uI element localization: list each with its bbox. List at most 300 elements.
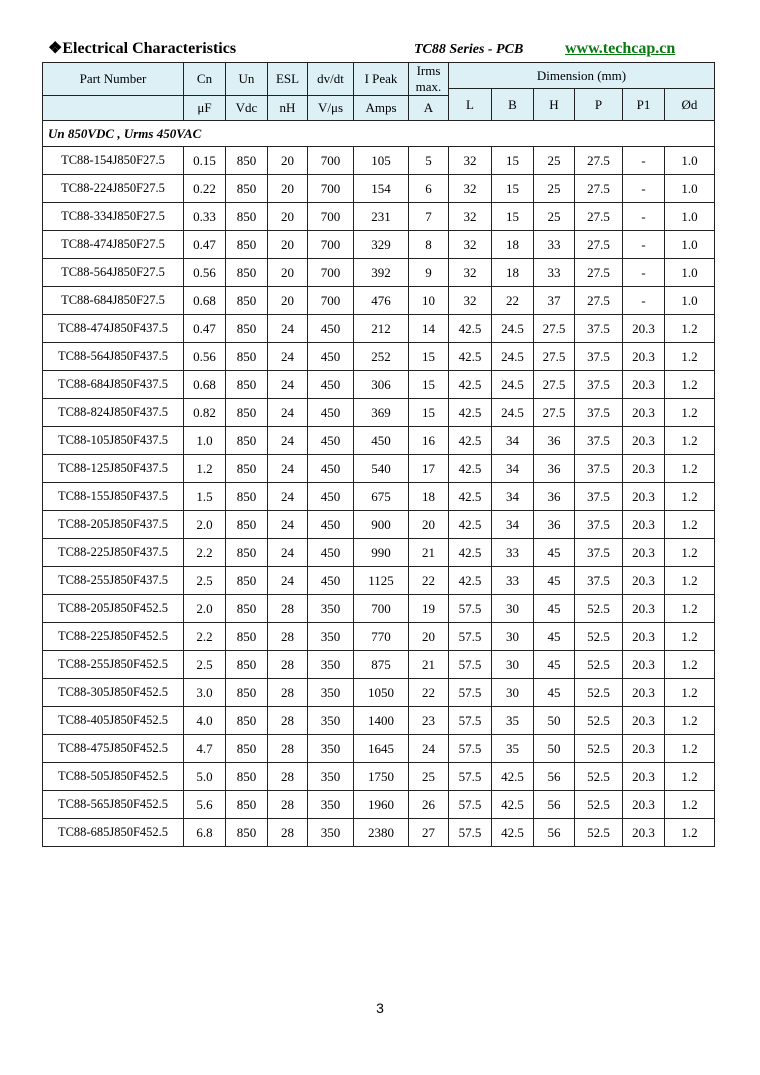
col-header-dim-b: B bbox=[492, 89, 534, 121]
cell-dvdt: 450 bbox=[308, 371, 354, 399]
cell-dim-h: 56 bbox=[534, 763, 575, 791]
table-row bbox=[43, 539, 715, 567]
cell-dim-p: 52.5 bbox=[575, 735, 623, 763]
cell-dim-od: 1.2 bbox=[665, 427, 715, 455]
cell-part-number: TC88-474J850F437.5 bbox=[43, 315, 184, 343]
table-row bbox=[43, 287, 715, 315]
cell-part-number: TC88-205J850F452.5 bbox=[43, 595, 184, 623]
cell-dim-od: 1.2 bbox=[665, 819, 715, 847]
cell-part-number: TC88-305J850F452.5 bbox=[43, 679, 184, 707]
cell-dvdt: 350 bbox=[308, 679, 354, 707]
cell-un: 850 bbox=[226, 595, 268, 623]
table-row bbox=[43, 147, 715, 175]
cell-cn: 0.15 bbox=[184, 147, 226, 175]
cell-cn: 6.8 bbox=[184, 819, 226, 847]
cell-part-number: TC88-505J850F452.5 bbox=[43, 763, 184, 791]
cell-esl: 24 bbox=[268, 567, 308, 595]
table-row bbox=[43, 707, 715, 735]
cell-dim-p: 52.5 bbox=[575, 791, 623, 819]
cell-dim-p1: 20.3 bbox=[623, 735, 665, 763]
table-row bbox=[43, 791, 715, 819]
cell-dim-p: 37.5 bbox=[575, 567, 623, 595]
cell-dim-b: 42.5 bbox=[492, 819, 534, 847]
cell-cn: 0.56 bbox=[184, 259, 226, 287]
cell-esl: 28 bbox=[268, 707, 308, 735]
cell-dim-od: 1.2 bbox=[665, 651, 715, 679]
cell-dim-l: 42.5 bbox=[449, 343, 492, 371]
cell-dim-od: 1.2 bbox=[665, 371, 715, 399]
table-row bbox=[43, 651, 715, 679]
cell-cn: 0.47 bbox=[184, 231, 226, 259]
page-title: ❖Electrical Characteristics bbox=[48, 40, 237, 57]
cell-dim-od: 1.2 bbox=[665, 399, 715, 427]
cell-cn: 2.0 bbox=[184, 595, 226, 623]
cell-irms: 15 bbox=[409, 399, 449, 427]
cell-dim-l: 57.5 bbox=[449, 791, 492, 819]
cell-ipeak: 1125 bbox=[354, 567, 409, 595]
cell-esl: 24 bbox=[268, 315, 308, 343]
cell-irms: 19 bbox=[409, 595, 449, 623]
cell-dim-p1: 20.3 bbox=[623, 651, 665, 679]
cell-dim-h: 50 bbox=[534, 735, 575, 763]
cell-cn: 5.0 bbox=[184, 763, 226, 791]
cell-dim-h: 56 bbox=[534, 791, 575, 819]
table-row bbox=[43, 679, 715, 707]
cell-dim-l: 57.5 bbox=[449, 819, 492, 847]
cell-un: 850 bbox=[226, 651, 268, 679]
cell-dvdt: 450 bbox=[308, 567, 354, 595]
cell-esl: 28 bbox=[268, 791, 308, 819]
cell-dvdt: 700 bbox=[308, 203, 354, 231]
cell-dim-p: 52.5 bbox=[575, 623, 623, 651]
cell-ipeak: 1645 bbox=[354, 735, 409, 763]
cell-irms: 21 bbox=[409, 651, 449, 679]
col-header-cn: Cn bbox=[184, 63, 226, 96]
cell-cn: 2.5 bbox=[184, 651, 226, 679]
cell-dim-l: 32 bbox=[449, 203, 492, 231]
cell-ipeak: 2380 bbox=[354, 819, 409, 847]
cell-irms: 15 bbox=[409, 371, 449, 399]
cell-dim-p1: 20.3 bbox=[623, 623, 665, 651]
cell-irms: 21 bbox=[409, 539, 449, 567]
cell-un: 850 bbox=[226, 483, 268, 511]
cell-irms: 23 bbox=[409, 707, 449, 735]
page-number: 3 bbox=[376, 1000, 384, 1016]
cell-dim-b: 24.5 bbox=[492, 315, 534, 343]
col-header-dimension: Dimension (mm) bbox=[449, 63, 715, 89]
cell-dim-b: 30 bbox=[492, 651, 534, 679]
cell-esl: 28 bbox=[268, 651, 308, 679]
cell-un: 850 bbox=[226, 539, 268, 567]
cell-dim-p1: 20.3 bbox=[623, 819, 665, 847]
cell-dim-b: 34 bbox=[492, 511, 534, 539]
table-row bbox=[43, 427, 715, 455]
cell-esl: 28 bbox=[268, 679, 308, 707]
cell-dim-od: 1.2 bbox=[665, 315, 715, 343]
col-header-dvdt: dv/dt bbox=[308, 63, 354, 96]
cell-cn: 1.5 bbox=[184, 483, 226, 511]
cell-dim-b: 42.5 bbox=[492, 763, 534, 791]
cell-dim-l: 42.5 bbox=[449, 539, 492, 567]
cell-esl: 28 bbox=[268, 623, 308, 651]
cell-irms: 10 bbox=[409, 287, 449, 315]
cell-dim-l: 32 bbox=[449, 259, 492, 287]
cell-irms: 16 bbox=[409, 427, 449, 455]
cell-dvdt: 700 bbox=[308, 231, 354, 259]
cell-dvdt: 350 bbox=[308, 819, 354, 847]
cell-part-number: TC88-225J850F437.5 bbox=[43, 539, 184, 567]
table-row bbox=[43, 763, 715, 791]
cell-cn: 0.56 bbox=[184, 343, 226, 371]
cell-dim-h: 50 bbox=[534, 707, 575, 735]
cell-dim-p1: 20.3 bbox=[623, 343, 665, 371]
cell-dim-h: 45 bbox=[534, 567, 575, 595]
cell-un: 850 bbox=[226, 679, 268, 707]
cell-cn: 0.47 bbox=[184, 315, 226, 343]
cell-ipeak: 675 bbox=[354, 483, 409, 511]
cell-dim-b: 34 bbox=[492, 427, 534, 455]
cell-dim-h: 25 bbox=[534, 203, 575, 231]
cell-esl: 24 bbox=[268, 371, 308, 399]
cell-part-number: TC88-565J850F452.5 bbox=[43, 791, 184, 819]
cell-dim-od: 1.2 bbox=[665, 791, 715, 819]
cell-dim-b: 15 bbox=[492, 175, 534, 203]
cell-dim-p1: 20.3 bbox=[623, 399, 665, 427]
cell-part-number: TC88-564J850F437.5 bbox=[43, 343, 184, 371]
cell-dim-h: 27.5 bbox=[534, 315, 575, 343]
cell-dim-p1: 20.3 bbox=[623, 455, 665, 483]
cell-dim-b: 30 bbox=[492, 595, 534, 623]
cell-dvdt: 450 bbox=[308, 427, 354, 455]
cell-dim-p1: 20.3 bbox=[623, 371, 665, 399]
cell-irms: 26 bbox=[409, 791, 449, 819]
cell-part-number: TC88-125J850F437.5 bbox=[43, 455, 184, 483]
cell-dim-p1: 20.3 bbox=[623, 679, 665, 707]
cell-dim-p: 52.5 bbox=[575, 763, 623, 791]
cell-irms: 18 bbox=[409, 483, 449, 511]
cell-dim-p1: - bbox=[623, 203, 665, 231]
cell-dvdt: 450 bbox=[308, 399, 354, 427]
cell-irms: 14 bbox=[409, 315, 449, 343]
cell-un: 850 bbox=[226, 147, 268, 175]
cell-dim-p1: 20.3 bbox=[623, 707, 665, 735]
series-label: TC88 Series - PCB bbox=[414, 42, 524, 57]
cell-cn: 0.82 bbox=[184, 399, 226, 427]
cell-ipeak: 540 bbox=[354, 455, 409, 483]
cell-part-number: TC88-205J850F437.5 bbox=[43, 511, 184, 539]
electrical-characteristics-table bbox=[42, 62, 715, 847]
cell-cn: 2.0 bbox=[184, 511, 226, 539]
cell-dim-h: 36 bbox=[534, 483, 575, 511]
cell-part-number: TC88-684J850F437.5 bbox=[43, 371, 184, 399]
cell-dim-p: 27.5 bbox=[575, 259, 623, 287]
cell-part-number: TC88-334J850F27.5 bbox=[43, 203, 184, 231]
cell-dim-b: 24.5 bbox=[492, 371, 534, 399]
cell-dim-p: 37.5 bbox=[575, 455, 623, 483]
table-row bbox=[43, 399, 715, 427]
cell-dim-od: 1.0 bbox=[665, 203, 715, 231]
col-header-dim-l: L bbox=[449, 89, 492, 121]
unit-cell-esl: nH bbox=[268, 96, 308, 121]
cell-un: 850 bbox=[226, 343, 268, 371]
table-row bbox=[43, 483, 715, 511]
col-header-dim-p1: P1 bbox=[623, 89, 665, 121]
cell-dim-p1: - bbox=[623, 287, 665, 315]
cell-irms: 20 bbox=[409, 511, 449, 539]
cell-part-number: TC88-105J850F437.5 bbox=[43, 427, 184, 455]
cell-part-number: TC88-255J850F452.5 bbox=[43, 651, 184, 679]
cell-un: 850 bbox=[226, 707, 268, 735]
cell-dim-p: 52.5 bbox=[575, 595, 623, 623]
cell-cn: 0.33 bbox=[184, 203, 226, 231]
col-header-ipeak: I Peak bbox=[354, 63, 409, 96]
cell-dim-p1: 20.3 bbox=[623, 483, 665, 511]
cell-dim-p1: 20.3 bbox=[623, 595, 665, 623]
cell-ipeak: 1400 bbox=[354, 707, 409, 735]
col-header-dim-h: H bbox=[534, 89, 575, 121]
cell-dim-h: 45 bbox=[534, 595, 575, 623]
cell-dim-p: 52.5 bbox=[575, 819, 623, 847]
cell-un: 850 bbox=[226, 735, 268, 763]
cell-dim-h: 33 bbox=[534, 231, 575, 259]
cell-esl: 24 bbox=[268, 455, 308, 483]
cell-dim-h: 45 bbox=[534, 539, 575, 567]
cell-un: 850 bbox=[226, 763, 268, 791]
cell-dvdt: 450 bbox=[308, 455, 354, 483]
cell-dim-od: 1.2 bbox=[665, 623, 715, 651]
table-row bbox=[43, 455, 715, 483]
cell-dim-h: 45 bbox=[534, 651, 575, 679]
table-row bbox=[43, 315, 715, 343]
cell-dim-b: 30 bbox=[492, 679, 534, 707]
table-row bbox=[43, 343, 715, 371]
cell-dim-p1: 20.3 bbox=[623, 315, 665, 343]
cell-esl: 28 bbox=[268, 819, 308, 847]
website-link[interactable]: www.techcap.cn bbox=[565, 40, 676, 57]
cell-part-number: TC88-474J850F27.5 bbox=[43, 231, 184, 259]
cell-dim-b: 35 bbox=[492, 735, 534, 763]
cell-dvdt: 350 bbox=[308, 763, 354, 791]
cell-dim-p: 27.5 bbox=[575, 147, 623, 175]
cell-dvdt: 700 bbox=[308, 147, 354, 175]
cell-dim-p: 52.5 bbox=[575, 679, 623, 707]
cell-dim-p: 37.5 bbox=[575, 483, 623, 511]
cell-dvdt: 350 bbox=[308, 735, 354, 763]
cell-dvdt: 350 bbox=[308, 791, 354, 819]
cell-un: 850 bbox=[226, 203, 268, 231]
cell-dim-h: 45 bbox=[534, 679, 575, 707]
cell-ipeak: 1050 bbox=[354, 679, 409, 707]
cell-dim-l: 42.5 bbox=[449, 315, 492, 343]
cell-ipeak: 1750 bbox=[354, 763, 409, 791]
cell-dim-b: 42.5 bbox=[492, 791, 534, 819]
cell-dim-b: 33 bbox=[492, 539, 534, 567]
cell-dim-h: 56 bbox=[534, 819, 575, 847]
cell-irms: 5 bbox=[409, 147, 449, 175]
cell-cn: 4.0 bbox=[184, 707, 226, 735]
cell-irms: 9 bbox=[409, 259, 449, 287]
cell-un: 850 bbox=[226, 259, 268, 287]
cell-cn: 2.5 bbox=[184, 567, 226, 595]
cell-dim-p1: - bbox=[623, 231, 665, 259]
cell-irms: 27 bbox=[409, 819, 449, 847]
cell-un: 850 bbox=[226, 399, 268, 427]
cell-dim-h: 27.5 bbox=[534, 343, 575, 371]
unit-cell-dvdt: V/μs bbox=[308, 96, 354, 121]
cell-dim-l: 57.5 bbox=[449, 651, 492, 679]
cell-dim-l: 57.5 bbox=[449, 679, 492, 707]
cell-irms: 22 bbox=[409, 567, 449, 595]
cell-ipeak: 392 bbox=[354, 259, 409, 287]
cell-dvdt: 700 bbox=[308, 259, 354, 287]
cell-un: 850 bbox=[226, 511, 268, 539]
cell-dim-od: 1.2 bbox=[665, 595, 715, 623]
cell-cn: 2.2 bbox=[184, 623, 226, 651]
cell-un: 850 bbox=[226, 231, 268, 259]
cell-part-number: TC88-224J850F27.5 bbox=[43, 175, 184, 203]
cell-dim-p: 37.5 bbox=[575, 371, 623, 399]
cell-dim-od: 1.2 bbox=[665, 763, 715, 791]
cell-dvdt: 350 bbox=[308, 651, 354, 679]
cell-un: 850 bbox=[226, 315, 268, 343]
cell-cn: 0.22 bbox=[184, 175, 226, 203]
cell-esl: 24 bbox=[268, 539, 308, 567]
table-row bbox=[43, 623, 715, 651]
col-header-esl: ESL bbox=[268, 63, 308, 96]
cell-irms: 15 bbox=[409, 343, 449, 371]
cell-dim-od: 1.0 bbox=[665, 259, 715, 287]
cell-dim-h: 36 bbox=[534, 511, 575, 539]
unit-cell-ipeak: Amps bbox=[354, 96, 409, 121]
cell-esl: 24 bbox=[268, 399, 308, 427]
cell-dim-p: 37.5 bbox=[575, 427, 623, 455]
cell-ipeak: 450 bbox=[354, 427, 409, 455]
table-row bbox=[43, 259, 715, 287]
cell-dim-l: 57.5 bbox=[449, 623, 492, 651]
cell-irms: 8 bbox=[409, 231, 449, 259]
cell-dim-l: 32 bbox=[449, 175, 492, 203]
cell-ipeak: 369 bbox=[354, 399, 409, 427]
cell-dim-h: 37 bbox=[534, 287, 575, 315]
cell-dim-l: 32 bbox=[449, 287, 492, 315]
col-header-dim-p: P bbox=[575, 89, 623, 121]
cell-dim-l: 42.5 bbox=[449, 371, 492, 399]
cell-dim-p1: 20.3 bbox=[623, 791, 665, 819]
cell-dim-b: 18 bbox=[492, 231, 534, 259]
cell-part-number: TC88-824J850F437.5 bbox=[43, 399, 184, 427]
cell-part-number: TC88-685J850F452.5 bbox=[43, 819, 184, 847]
cell-dim-l: 57.5 bbox=[449, 595, 492, 623]
cell-dvdt: 450 bbox=[308, 511, 354, 539]
cell-part-number: TC88-255J850F437.5 bbox=[43, 567, 184, 595]
cell-dim-od: 1.2 bbox=[665, 539, 715, 567]
cell-dim-h: 25 bbox=[534, 147, 575, 175]
col-header-irms: Irms max. bbox=[409, 63, 449, 96]
cell-dim-p: 37.5 bbox=[575, 511, 623, 539]
cell-dim-h: 36 bbox=[534, 455, 575, 483]
cell-dvdt: 450 bbox=[308, 343, 354, 371]
cell-ipeak: 770 bbox=[354, 623, 409, 651]
cell-dim-b: 33 bbox=[492, 567, 534, 595]
cell-ipeak: 252 bbox=[354, 343, 409, 371]
cell-ipeak: 212 bbox=[354, 315, 409, 343]
cell-dim-l: 32 bbox=[449, 147, 492, 175]
cell-dim-b: 24.5 bbox=[492, 343, 534, 371]
unit-cell-irms: A bbox=[409, 96, 449, 121]
cell-dim-od: 1.2 bbox=[665, 455, 715, 483]
cell-ipeak: 154 bbox=[354, 175, 409, 203]
cell-dim-l: 42.5 bbox=[449, 427, 492, 455]
cell-dvdt: 450 bbox=[308, 483, 354, 511]
cell-part-number: TC88-475J850F452.5 bbox=[43, 735, 184, 763]
cell-dim-l: 42.5 bbox=[449, 511, 492, 539]
cell-un: 850 bbox=[226, 791, 268, 819]
cell-ipeak: 306 bbox=[354, 371, 409, 399]
cell-dim-p: 37.5 bbox=[575, 539, 623, 567]
cell-irms: 17 bbox=[409, 455, 449, 483]
cell-part-number: TC88-225J850F452.5 bbox=[43, 623, 184, 651]
cell-dim-h: 25 bbox=[534, 175, 575, 203]
unit-cell-un: Vdc bbox=[226, 96, 268, 121]
cell-dim-p1: 20.3 bbox=[623, 511, 665, 539]
cell-dim-p: 27.5 bbox=[575, 203, 623, 231]
col-header-part-number: Part Number bbox=[43, 63, 184, 96]
table-row bbox=[43, 819, 715, 847]
cell-part-number: TC88-154J850F27.5 bbox=[43, 147, 184, 175]
col-header-un: Un bbox=[226, 63, 268, 96]
cell-dim-l: 57.5 bbox=[449, 707, 492, 735]
cell-dvdt: 450 bbox=[308, 539, 354, 567]
cell-dim-p: 52.5 bbox=[575, 651, 623, 679]
cell-un: 850 bbox=[226, 427, 268, 455]
cell-irms: 20 bbox=[409, 623, 449, 651]
cell-ipeak: 875 bbox=[354, 651, 409, 679]
unit-cell-empty bbox=[43, 96, 184, 121]
table-row bbox=[43, 203, 715, 231]
cell-dim-b: 34 bbox=[492, 483, 534, 511]
cell-esl: 20 bbox=[268, 287, 308, 315]
cell-dvdt: 350 bbox=[308, 623, 354, 651]
cell-dim-od: 1.2 bbox=[665, 343, 715, 371]
cell-esl: 20 bbox=[268, 259, 308, 287]
cell-dvdt: 350 bbox=[308, 595, 354, 623]
cell-dim-p: 27.5 bbox=[575, 231, 623, 259]
cell-dim-od: 1.2 bbox=[665, 567, 715, 595]
cell-dim-b: 30 bbox=[492, 623, 534, 651]
cell-un: 850 bbox=[226, 819, 268, 847]
cell-esl: 20 bbox=[268, 203, 308, 231]
cell-dim-p: 27.5 bbox=[575, 287, 623, 315]
cell-irms: 6 bbox=[409, 175, 449, 203]
cell-ipeak: 105 bbox=[354, 147, 409, 175]
cell-dim-p: 27.5 bbox=[575, 175, 623, 203]
cell-un: 850 bbox=[226, 623, 268, 651]
cell-dvdt: 700 bbox=[308, 287, 354, 315]
cell-dim-p1: 20.3 bbox=[623, 567, 665, 595]
cell-dim-od: 1.2 bbox=[665, 735, 715, 763]
unit-cell-cn: μF bbox=[184, 96, 226, 121]
cell-dim-l: 42.5 bbox=[449, 455, 492, 483]
cell-esl: 24 bbox=[268, 511, 308, 539]
cell-un: 850 bbox=[226, 455, 268, 483]
cell-cn: 0.68 bbox=[184, 287, 226, 315]
cell-dim-od: 1.0 bbox=[665, 147, 715, 175]
table-row bbox=[43, 735, 715, 763]
cell-part-number: TC88-684J850F27.5 bbox=[43, 287, 184, 315]
cell-irms: 22 bbox=[409, 679, 449, 707]
cell-cn: 0.68 bbox=[184, 371, 226, 399]
cell-dim-od: 1.2 bbox=[665, 707, 715, 735]
